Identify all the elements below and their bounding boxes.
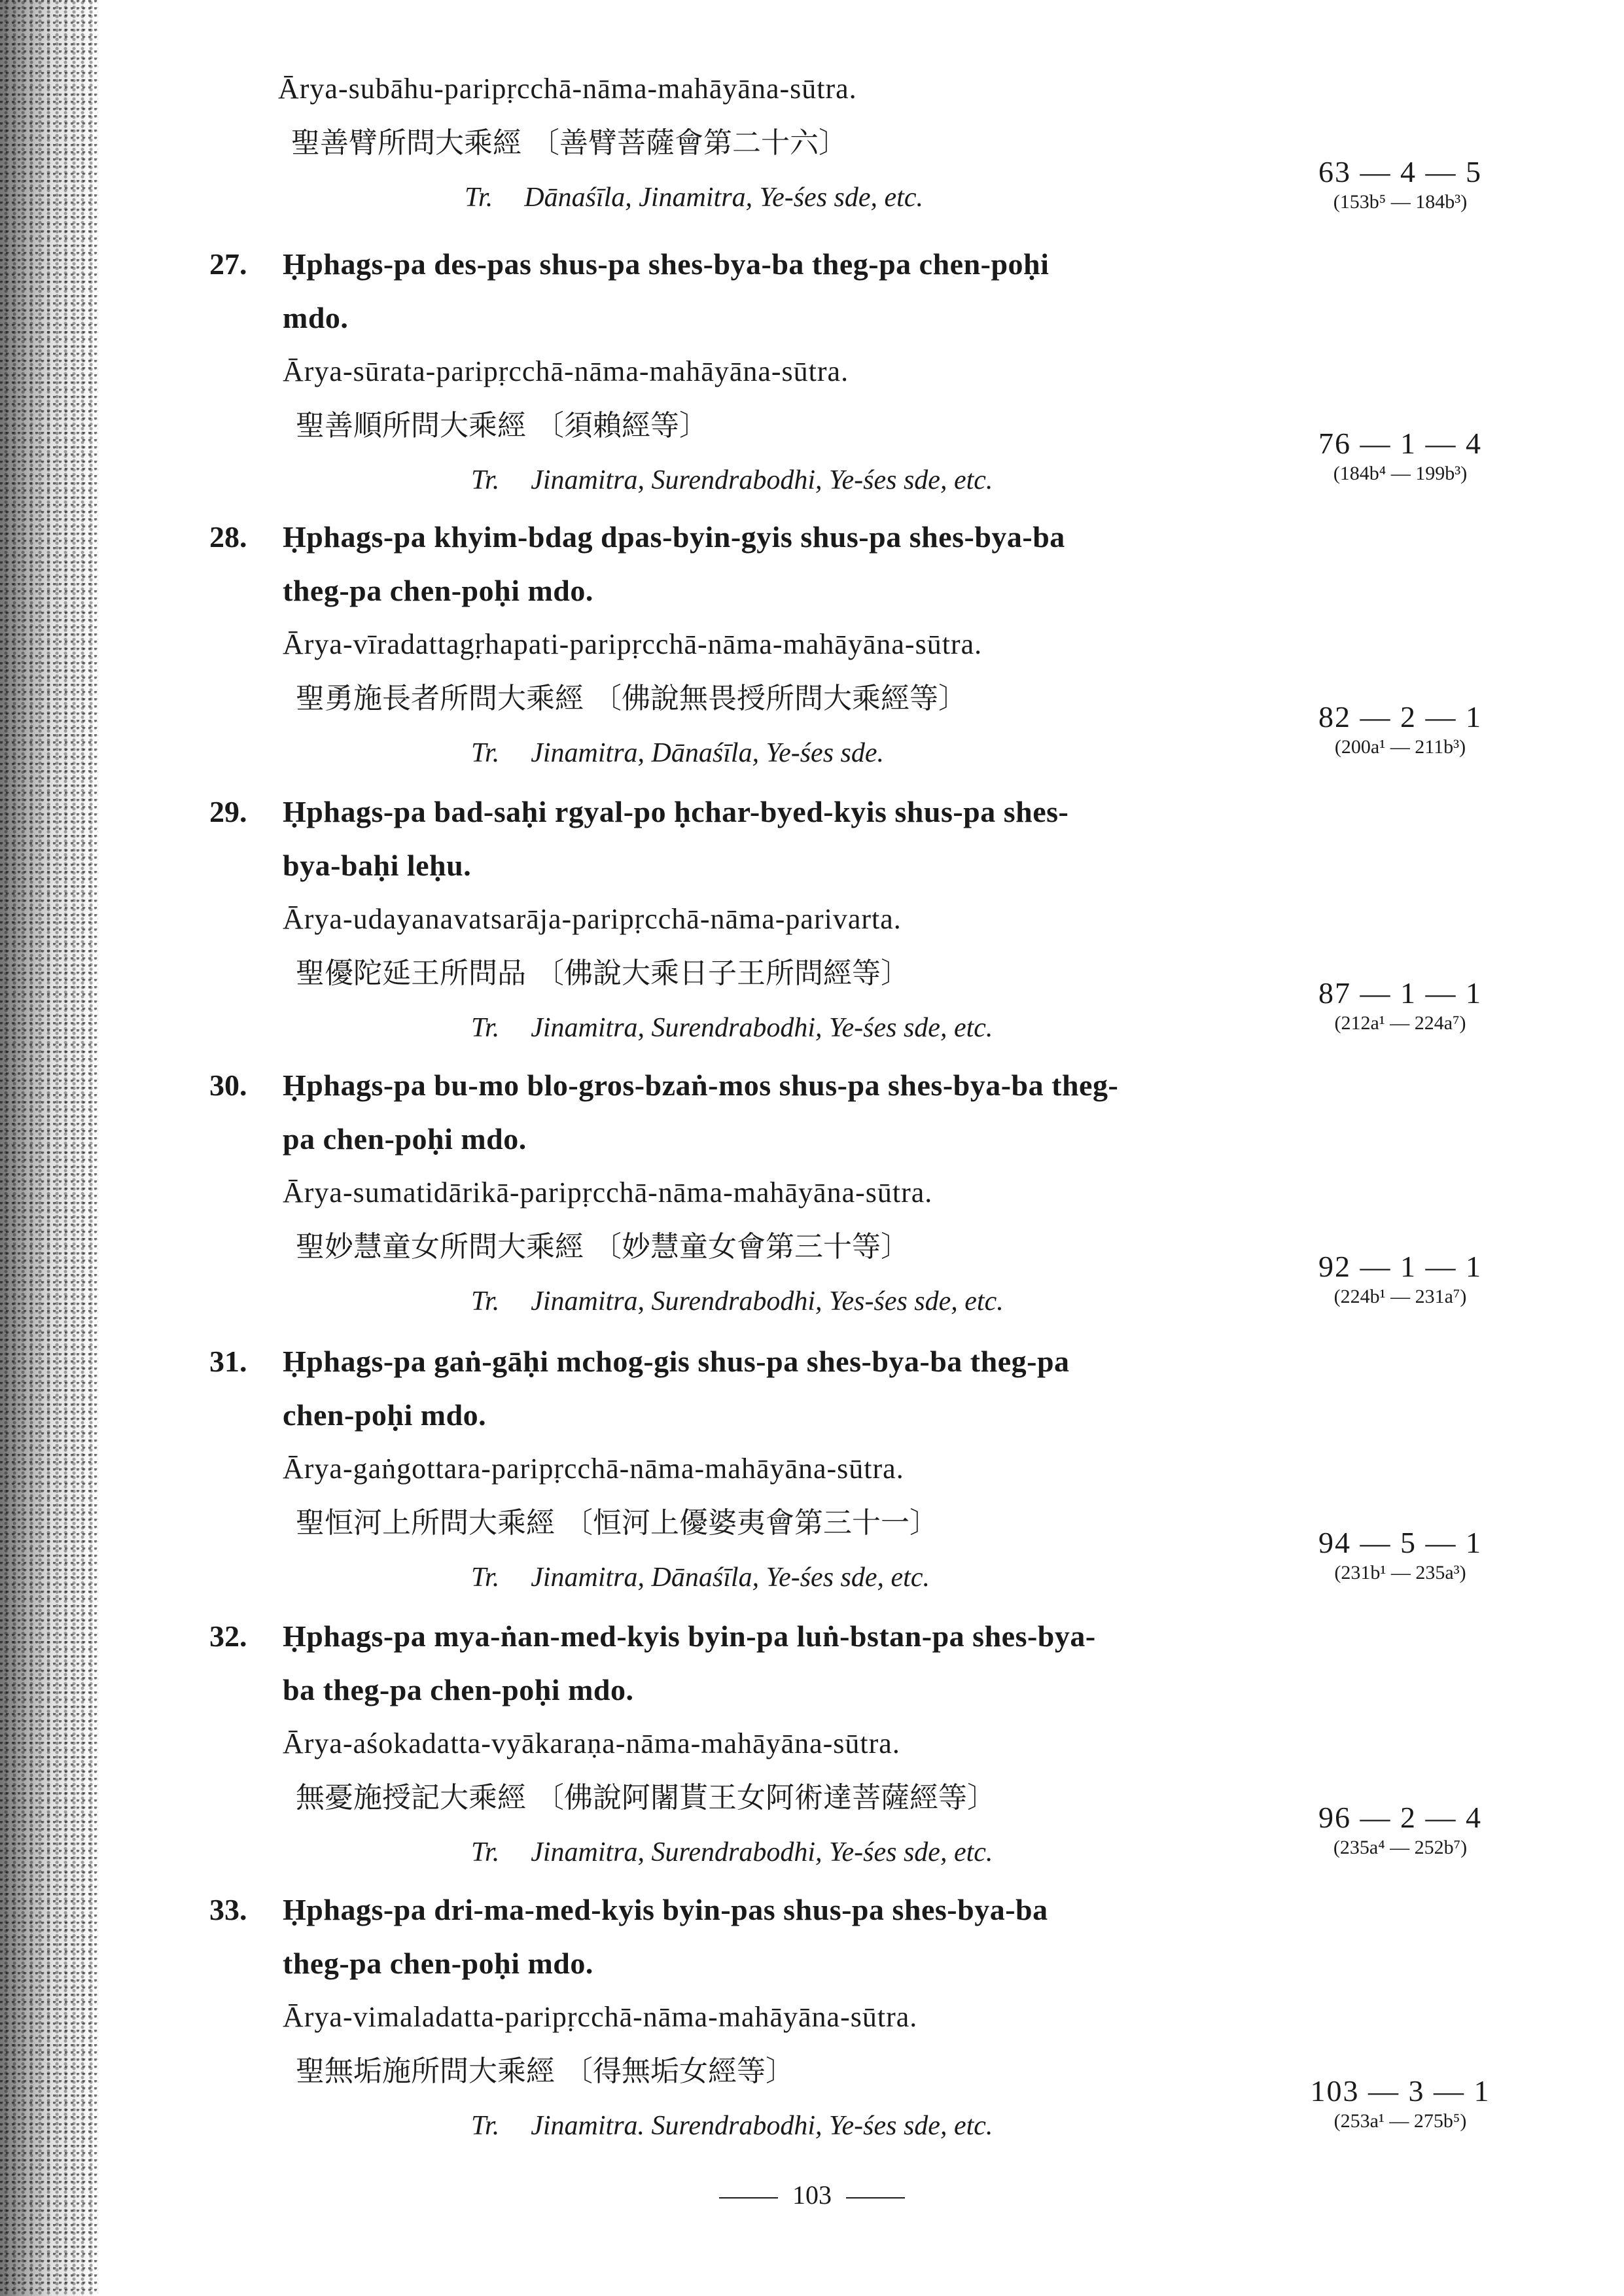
tibetan-title-line-1: Ḥphags-pa gaṅ-gāḥi mchog-gis shus-pa shes-bya-ba theg-pa: [283, 1345, 1070, 1378]
tibetan-title-line-2: theg-pa chen-poḥi mdo.: [283, 1947, 593, 1980]
entry-33: [209, 1883, 1335, 2153]
entry-32: [209, 1610, 1335, 1879]
reference-26: [1292, 154, 1508, 214]
folio-range: (184b⁴ — 199b³): [1333, 463, 1468, 484]
folio-range: (253a¹ — 275b⁵): [1333, 2110, 1467, 2132]
translator-label: Tr.: [471, 1563, 500, 1593]
sanskrit-title: Ārya-subāhu-paripṛcchā-nāma-mahāyāna-sūtra.: [278, 73, 857, 105]
sanskrit-title: Ārya-vimaladatta-paripṛcchā-nāma-mahāyāna-sūtra.: [283, 2001, 918, 2033]
reference-33: [1292, 2073, 1508, 2133]
translator-label: Tr.: [471, 1013, 500, 1043]
translators: Jinamitra, Dānaśīla, Ye-śes sde.: [531, 738, 885, 768]
entry-number: 29.: [209, 795, 247, 828]
reference-30: [1292, 1248, 1508, 1309]
tibetan-title-line-1: Ḥphags-pa bu-mo blo-gros-bzaṅ-mos shus-pa shes-bya-ba theg-: [283, 1069, 1119, 1102]
tibetan-title-line-2: chen-poḥi mdo.: [283, 1398, 487, 1432]
volume-ref: 94 — 5 — 1: [1318, 1526, 1482, 1559]
entry-26-continuation: [209, 62, 1335, 224]
folio-range: (231b¹ — 235a³): [1334, 1562, 1466, 1583]
tibetan-title-line-2: ba theg-pa chen-poḥi mdo.: [283, 1673, 634, 1706]
folio-range: (212a¹ — 224a⁷): [1334, 1012, 1466, 1034]
translator-line: [209, 453, 1335, 507]
chinese-title: 聖無垢施所問大乘經 〔得無垢女經等〕: [296, 2055, 794, 2088]
translator-line: [209, 1826, 1335, 1879]
translators: Jinamitra, Surendrabodhi, Yes-śes sde, etc.: [531, 1286, 1004, 1316]
volume-ref: 92 — 1 — 1: [1318, 1250, 1482, 1283]
folio-range: (153b⁵ — 184b³): [1333, 191, 1468, 213]
translator-line: [209, 1551, 1335, 1604]
chinese-title: 聖妙慧童女所問大乘經 〔妙慧童女會第三十等〕: [296, 1230, 909, 1263]
tibetan-title-line-1: Ḥphags-pa dri-ma-med-kyis byin-pas shus-pa shes-bya-ba: [283, 1893, 1048, 1926]
translator-line: [209, 1001, 1335, 1055]
page-footer: [0, 2176, 1624, 2215]
tibetan-title-line-1: Ḥphags-pa des-pas shus-pa shes-bya-ba theg-pa chen-poḥi: [283, 247, 1050, 281]
translator-line: [209, 171, 1335, 224]
chinese-title: 聖勇施長者所問大乘經 〔佛說無畏授所問大乘經等〕: [296, 682, 967, 715]
reference-27: [1292, 425, 1508, 486]
volume-ref: 82 — 2 — 1: [1318, 700, 1482, 733]
translators: Jinamitra, Surendrabodhi, Ye-śes sde, etc.: [531, 465, 993, 495]
entry-31: [209, 1335, 1335, 1604]
folio-range: (224b¹ — 231a⁷): [1333, 1286, 1467, 1307]
volume-ref: 103 — 3 — 1: [1310, 2074, 1491, 2108]
page-number: 103: [792, 2180, 832, 2210]
chinese-title: 聖優陀延王所問品 〔佛說大乘日子王所問經等〕: [296, 957, 909, 990]
folio-range: (235a⁴ — 252b⁷): [1333, 1837, 1468, 1858]
entry-number: 30.: [209, 1069, 247, 1102]
volume-ref: 76 — 1 — 4: [1318, 427, 1482, 460]
entry-number: 28.: [209, 520, 247, 554]
translator-label: Tr.: [471, 1837, 500, 1867]
chinese-title: 聖恒河上所問大乘經 〔恒河上優婆夷會第三十一〕: [296, 1506, 938, 1540]
translator-line: [209, 726, 1335, 780]
chinese-title: 聖善臂所問大乘經 〔善臂菩薩會第二十六〕: [291, 126, 847, 160]
tibetan-title-line-2: mdo.: [283, 301, 349, 334]
reference-31: [1292, 1525, 1508, 1585]
entry-27: [209, 238, 1335, 507]
footer-rule-left: [719, 2197, 778, 2199]
translator-line: [209, 1275, 1335, 1328]
tibetan-title-line-2: bya-baḥi leḥu.: [283, 849, 472, 882]
translator-line: [209, 2099, 1335, 2153]
chinese-title: 無憂施授記大乘經 〔佛說阿闍貰王女阿術達菩薩經等〕: [296, 1781, 996, 1814]
sanskrit-title: Ārya-udayanavatsarāja-paripṛcchā-nāma-parivarta.: [283, 903, 902, 935]
translator-label: Tr.: [471, 2111, 500, 2141]
entry-number: 32.: [209, 1619, 247, 1653]
entry-29: [209, 785, 1335, 1055]
sanskrit-title: Ārya-sūrata-paripṛcchā-nāma-mahāyāna-sūtra.: [283, 355, 849, 387]
translators: Jinamitra. Surendrabodhi, Ye-śes sde, etc.: [531, 2111, 993, 2141]
volume-ref: 87 — 1 — 1: [1318, 976, 1482, 1010]
translator-label: Tr.: [471, 465, 500, 495]
entry-number: 27.: [209, 247, 247, 281]
entry-28: [209, 510, 1335, 780]
sanskrit-title: Ārya-aśokadatta-vyākaraṇa-nāma-mahāyāna-sūtra.: [283, 1727, 900, 1759]
reference-28: [1292, 699, 1508, 759]
footer-rule-right: [846, 2197, 905, 2199]
translator-label: Tr.: [471, 1286, 500, 1316]
tibetan-title-line-2: theg-pa chen-poḥi mdo.: [283, 574, 593, 607]
volume-ref: 63 — 4 — 5: [1318, 155, 1482, 188]
sanskrit-title: Ārya-gaṅgottara-paripṛcchā-nāma-mahāyāna-sūtra.: [283, 1453, 904, 1485]
tibetan-title-line-2: pa chen-poḥi mdo.: [283, 1122, 527, 1156]
sanskrit-title: Ārya-sumatidārikā-paripṛcchā-nāma-mahāyāna-sūtra.: [283, 1176, 933, 1209]
entry-number: 31.: [209, 1345, 247, 1378]
reference-32: [1292, 1799, 1508, 1860]
translators: Jinamitra, Dānaśīla, Ye-śes sde, etc.: [531, 1563, 930, 1593]
tibetan-title-line-1: Ḥphags-pa khyim-bdag dpas-byin-gyis shus-pa shes-bya-ba: [283, 520, 1065, 554]
reference-29: [1292, 975, 1508, 1035]
tibetan-title-line-1: Ḥphags-pa bad-saḥi rgyal-po ḥchar-byed-kyis shus-pa shes-: [283, 795, 1069, 828]
translator-label: Tr.: [471, 738, 500, 768]
translators: Dānaśīla, Jinamitra, Ye-śes sde, etc.: [524, 183, 923, 213]
tibetan-title-line-1: Ḥphags-pa mya-ṅan-med-kyis byin-pa luṅ-bstan-pa shes-bya-: [283, 1619, 1096, 1653]
translators: Jinamitra, Surendrabodhi, Ye-śes sde, etc.: [531, 1013, 993, 1043]
sanskrit-title: Ārya-vīradattagṛhapati-paripṛcchā-nāma-mahāyāna-sūtra.: [283, 628, 983, 660]
entry-30: [209, 1059, 1335, 1328]
chinese-title: 聖善順所問大乘經 〔須賴經等〕: [296, 409, 708, 442]
translators: Jinamitra, Surendrabodhi, Ye-śes sde, etc.: [531, 1837, 993, 1867]
folio-range: (200a¹ — 211b³): [1334, 736, 1466, 758]
entry-number: 33.: [209, 1893, 247, 1926]
volume-ref: 96 — 2 — 4: [1318, 1801, 1482, 1834]
translator-label: Tr.: [465, 183, 493, 213]
